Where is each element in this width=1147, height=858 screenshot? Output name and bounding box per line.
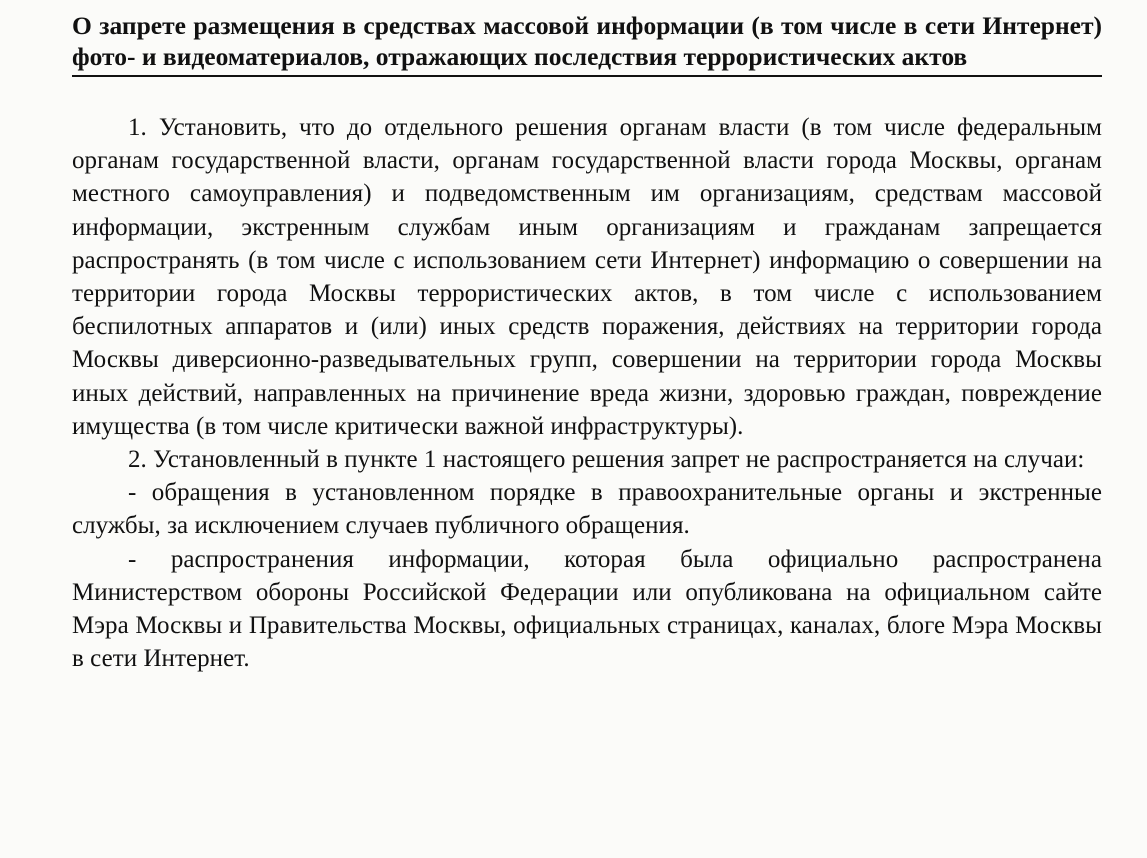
- list-item-1: - обращения в установленном порядке в правоохранительные органы и экстренные службы, за исключением случаев публичного обращения.: [72, 479, 1102, 540]
- paragraph-1: 1. Установить, что до отдельного решения органам власти (в том числе федеральным органам государственной власти, органам государственной власти города Москвы, органам местного самоуправления) и подведомственным им организациям, средствам массовой информации, экстренным службам иным организациям и гражданам запрещается распространять (в том числе с использованием сети Интернет) информацию о совершении на территории города Москвы террористических актов, в том числе с использованием беспилотных аппаратов и (или) иных средств поражения, действиях на территории города Москвы диверсионно-разведывательных групп, совершении на территории города Москвы иных действий, направленных на причинение вреда жизни, здоровью граждан, повреждение имущества (в том числе критически важной инфраструктуры).: [72, 114, 1102, 440]
- document-title: О запрете размещения в средствах массовой информации (в том числе в сети Интернет) фото- и видеоматериалов, отражающих последствия террористических актов: [72, 10, 1102, 77]
- list-item-2: - распространения информации, которая была официально распространена Министерством обороны Российской Федерации или опубликована на официальном сайте Мэра Москвы и Правительства Москвы, официальных страницах, каналах, блоге Мэра Москвы в сети Интернет.: [72, 545, 1102, 673]
- document-body: [72, 111, 1102, 675]
- paragraph-2: 2. Установленный в пункте 1 настоящего решения запрет не распространяется на случаи:: [128, 446, 1085, 474]
- document-page: [72, 10, 1102, 675]
